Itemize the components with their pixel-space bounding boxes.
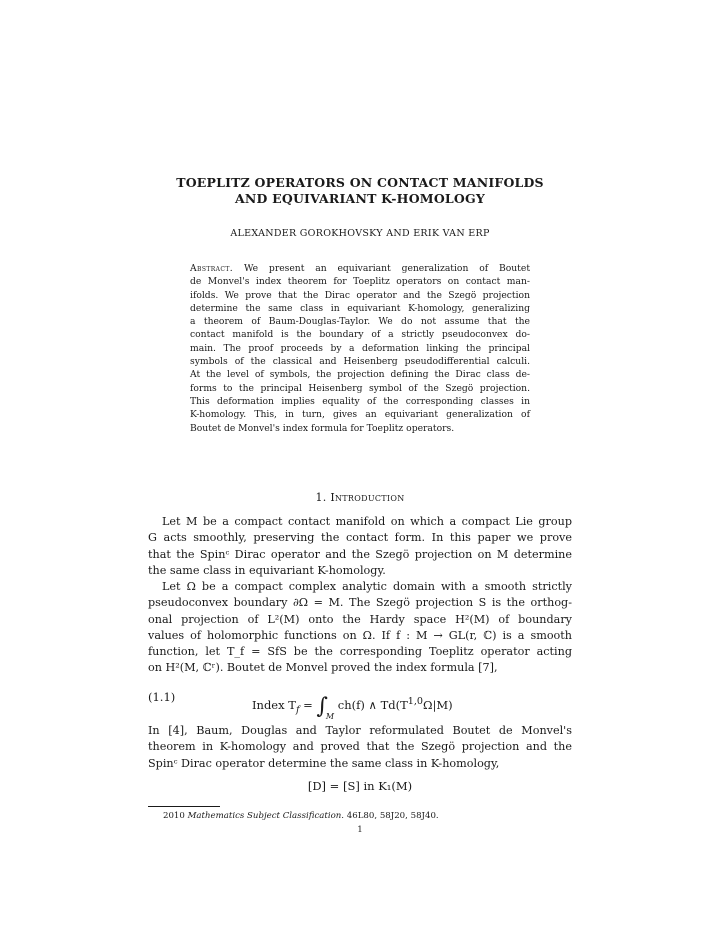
abstract-label: Abstract. (190, 263, 234, 274)
abstract-line: K-homology. This, in turn, gives an equivariant generalization of (190, 409, 530, 421)
footnote-label: Mathematics Subject Classification. (187, 811, 345, 821)
abstract-line: At the level of symbols, the projection defining the Dirac class de- (190, 369, 530, 381)
paragraph-line: G acts smoothly, preserving the contact form. In this paper we prove (148, 531, 572, 545)
abstract-line: de Monvel's index theorem for Toeplitz operators on contact man- (190, 276, 530, 288)
page-number: 1 (357, 825, 363, 835)
equation-2: [D] = [S] in K₁(M) (307, 779, 413, 793)
abstract-line: ifolds. We prove that the Dirac operator and the Szegö projection (190, 289, 530, 301)
integral-sign: ∫ (316, 694, 328, 719)
abstract-line: Boutet de Monvel's index formula for Toeplitz operators. (190, 422, 455, 434)
abstract-line: a theorem of Baum-Douglas-Taylor. We do not assume that the (190, 316, 530, 328)
title-line-1: TOEPLITZ OPERATORS ON CONTACT MANIFOLDS (176, 175, 544, 190)
abstract-line: contact manifold is the boundary of a strictly pseudoconvex do- (190, 329, 530, 341)
paragraph-line: on H²(M, ℂʳ). Boutet de Monvel proved the index formula [7], (148, 661, 498, 675)
title-line-2: AND EQUIVARIANT K-HOMOLOGY (235, 191, 485, 206)
abstract-line: Abstract. We present an equivariant generalization of Boutet (190, 263, 531, 274)
paragraph-line: Let M be a compact contact manifold on which a compact Lie group (162, 515, 572, 528)
paragraph-line: the same class in equivariant K-homology. (148, 563, 386, 577)
paper-title (150, 175, 570, 207)
abstract-line: symbols of the classical and Heisenberg pseudodifferential calculi. (190, 356, 530, 368)
equation-body: Index $T_f = \int_M$ ch(f) ∧ $Td(T^{1,0}\Omega|M)$ (252, 694, 453, 721)
author-list: ALEXANDER GOROKHOVSKY AND ERIK VAN ERP (230, 228, 490, 239)
abstract-line: This deformation implies equality of the corresponding classes in (190, 395, 530, 407)
paragraph-line: function, let T_f = SfS be the corresponding Toeplitz operator acting (148, 645, 572, 659)
abstract-line: main. The proof proceeds by a deformation linking the principal (190, 342, 530, 354)
paragraph-3 (148, 723, 572, 772)
footnote-rule (148, 806, 220, 807)
paragraph-line: Let Ω be a compact complex analytic domain with a smooth strictly (162, 580, 572, 593)
equation-number: (1.1) (148, 690, 176, 704)
abstract (190, 262, 530, 435)
paragraph-line: In [4], Baum, Douglas and Taylor reformulated Boutet de Monvel's (148, 724, 572, 737)
paragraph-line: values of holomorphic functions on Ω. If f : M → GL(r, ℂ) is a smooth (148, 628, 572, 642)
abstract-line: determine the same class in equivariant K-homology, generalizing (190, 302, 530, 314)
paragraph-line: theorem in K-homology and proved that the Szegö projection and the (148, 740, 572, 754)
section-heading: 1. Introduction (315, 491, 405, 504)
paragraph-2 (148, 579, 572, 677)
paragraph-line: Spinᶜ Dirac operator determine the same class in K-homology, (148, 756, 500, 770)
paragraph-1 (148, 514, 572, 579)
paragraph-line: that the Spinᶜ Dirac operator and the Szegö projection on M determine (148, 547, 572, 561)
abstract-line: forms to the principal Heisenberg symbol of the Szegö projection. (190, 382, 530, 394)
paragraph-line: onal projection of L²(M) onto the Hardy space H²(M) of boundary (148, 612, 572, 626)
paragraph-line: pseudoconvex boundary ∂Ω = M. The Szegö projection S is the orthog- (148, 596, 572, 610)
footnote: 2010 Mathematics Subject Classification. 46L80, 58J20, 58J40. (163, 811, 439, 821)
